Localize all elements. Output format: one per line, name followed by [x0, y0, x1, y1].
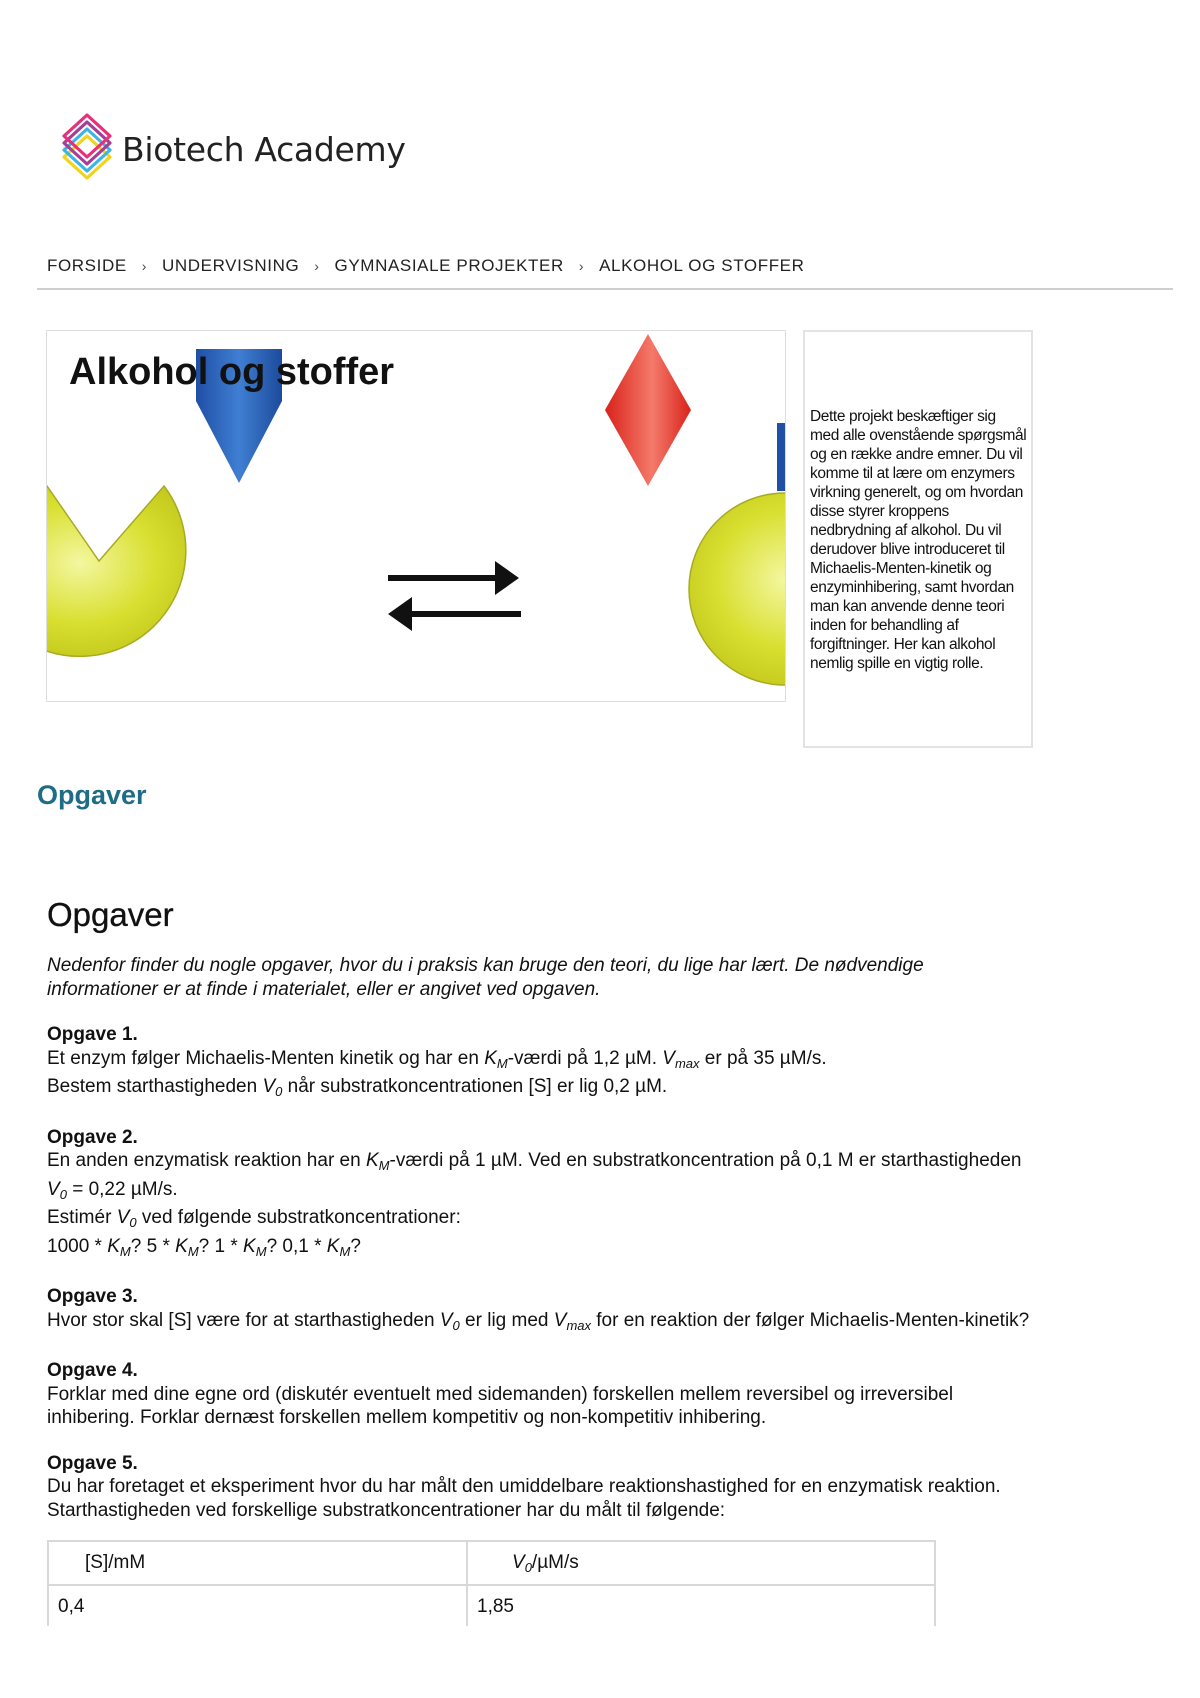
task-text: Estimér $V_0$ ved følgende substratkoncentrationer:: [47, 1207, 461, 1230]
breadcrumb-separator: ›: [578, 258, 585, 274]
breadcrumb-undervisning[interactable]: UNDERVISNING: [162, 256, 300, 275]
task-title: Opgave 5.: [47, 1452, 138, 1474]
table-cell: 0,4: [48, 1585, 467, 1629]
breadcrumb-forside[interactable]: FORSIDE: [47, 256, 127, 275]
task-1: [47, 1023, 1037, 1104]
task-text: Et enzym følger Michaelis-Menten kinetik og har en $K_M$-værdi på 1,2 µM. $V_{max}$ er på 35 µM/s.: [47, 1047, 827, 1071]
header-divider: [37, 288, 1173, 290]
task-2: [47, 1126, 1037, 1264]
task-text: $1000 * K_M$? $5 * K_M$? $1 * K_M$? $0,1 * K_M$?: [47, 1235, 361, 1259]
table-cell: 1,85: [467, 1585, 935, 1629]
breadcrumb-separator: ›: [141, 258, 148, 274]
task-text: Forklar med dine egne ord (diskutér eventuelt med sidemanden) forskellen mellem reversibel og irreversibel inhibering. Forklar dernæst forskellen mellem kompetitiv og non-kompetitiv inhibering.: [47, 1383, 954, 1428]
task-text: Hvor stor skal [S] være for at starthastigheden $V_0$ er lig med $V_{max}$ for en reaktion der følger Michaelis-Menten-kinetik?: [47, 1309, 1030, 1333]
equilibrium-arrows-icon: [388, 561, 521, 631]
table-header-velocity: $V_0/\mu M/s$: [467, 1541, 935, 1585]
page-bottom-margin: [0, 1626, 1200, 1698]
task-text: Bestem starthastigheden $V_0$ når substratkoncentrationen [S] er lig 0,2 µM.: [47, 1076, 668, 1099]
breadcrumb-gymnasiale-projekter[interactable]: GYMNASIALE PROJEKTER: [334, 256, 564, 275]
task-title: Opgave 2.: [47, 1126, 138, 1148]
task-text: Du har foretaget et eksperiment hvor du har målt den umiddelbare reaktionshastighed for en enzymatisk reaktion. Starthastigheden ved forskellige substratkoncentrationer har du målt til følgende:: [47, 1476, 1001, 1521]
project-banner: [46, 330, 786, 702]
intro-text: Dette projekt beskæftiger sig med alle ovenstående spørgsmål og en række andre emner. Du vil komme til at lære om enzymers virkning generelt, og om hvordan disse styrer kroppens nedbrydning af alkohol. Du vil derudover blive introduceret til Michaelis-Menten-kinetik og enzyminhibering, samt hvordan man kan anvende denne teori inden for behandling af forgiftninger. Her kan alkohol nemlig spille en vigtig rolle.: [810, 408, 1027, 672]
breadcrumb-alkohol-og-stoffer[interactable]: ALKOHOL OG STOFFER: [599, 256, 805, 275]
table-row: [48, 1585, 935, 1629]
logo-diamond-icon: [58, 110, 116, 194]
enzyme-left-shape: [47, 486, 186, 656]
measurement-table: [47, 1540, 936, 1630]
task-title: Opgave 1.: [47, 1024, 138, 1045]
task-title: Opgave 4.: [47, 1360, 138, 1381]
enzyme-right-shape: [689, 493, 785, 685]
task-title: Opgave 3.: [47, 1286, 138, 1307]
breadcrumb-separator: ›: [314, 258, 320, 274]
content-title: Opgaver: [47, 896, 174, 933]
intro-box: [803, 330, 1033, 748]
task-text: En anden enzymatisk reaktion har en $K_M$-værdi på 1 µM. Ved en substratkoncentration på 0,1 M er starthastigheden $V_0 = 0,22$ µM/s.: [47, 1150, 1022, 1202]
logo-text: Biotech Academy: [122, 129, 406, 169]
biotech-academy-logo[interactable]: [58, 110, 406, 194]
main-content: [47, 896, 1037, 1544]
section-heading: Opgaver: [37, 780, 147, 810]
table-header-substrate: [S]/mM: [48, 1541, 467, 1585]
lead-text: Nedenfor finder du nogle opgaver, hvor du i praksis kan bruge den teori, du lige har lært. De nødvendige informationer er at finde i materialet, eller er angivet ved opgaven.: [47, 955, 924, 1000]
task-5: [47, 1452, 1037, 1523]
task-3: [47, 1285, 1037, 1337]
banner-title: Alkohol og stoffer: [69, 351, 395, 393]
product-red-diamond: [605, 334, 691, 486]
breadcrumb: [47, 256, 805, 276]
table-header-row: [48, 1541, 935, 1585]
task-4: [47, 1359, 1037, 1430]
